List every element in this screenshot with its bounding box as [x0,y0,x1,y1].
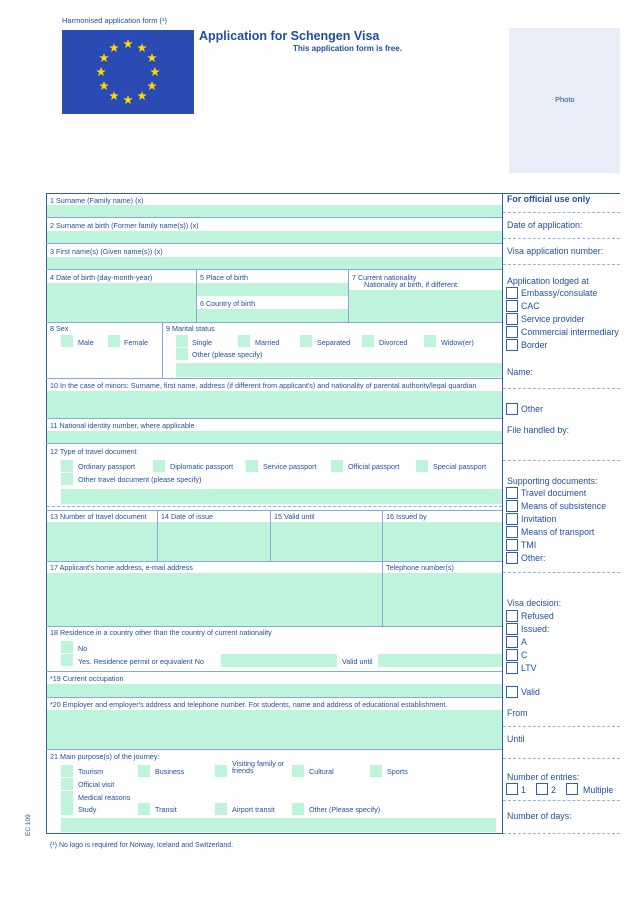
decision-refused-checkbox[interactable] [506,610,518,622]
issued-by-label: 16 Issued by [386,512,427,521]
decision-ltv-label: LTV [521,663,537,673]
doc-official-label: Official passport [348,462,400,471]
purpose-tourism-checkbox[interactable] [61,765,73,777]
purpose-visiting-label: Visiting family or [232,759,285,768]
decision-valid-checkbox[interactable] [506,686,518,698]
support-other-label: Other: [521,553,546,563]
country-birth-label: 6 Country of birth [200,299,256,308]
lodged-commercial-label: Commercial intermediary [521,327,619,337]
lodged-border-label: Border [521,340,548,350]
marital-other-checkbox[interactable] [176,348,188,360]
marital-other-label: Other (please specify) [192,350,263,359]
national-id-label: 11 National identity number, where applicable [50,421,195,430]
dashed-sep [503,833,620,834]
decision-c-checkbox[interactable] [506,649,518,661]
lodged-label: Application lodged at [507,276,589,286]
national-id-field[interactable] [47,431,502,443]
row-sep [46,561,502,562]
marital-separated-checkbox[interactable] [300,335,312,347]
dashed-sep [503,264,620,265]
purpose-study-label: Study [78,805,97,814]
home-address-label: 17 Applicant's home address, e-mail address [50,563,193,572]
row-sep [46,217,502,218]
marital-single-label: Single [192,338,212,347]
purpose-airport-label: Airport transit [232,805,275,814]
entries-1-checkbox[interactable] [506,783,518,795]
travel-doc-label: 12 Type of travel document [50,447,137,456]
residence-valid-field[interactable] [378,654,502,667]
doc-number-field[interactable] [47,522,157,561]
form-code: EC 109 [25,814,32,836]
place-birth-label: 5 Place of birth [200,273,248,282]
purpose-sports-checkbox[interactable] [370,765,382,777]
occupation-field[interactable] [47,684,502,697]
row-sep [46,510,502,511]
dob-label: 4 Date of birth (day-month-year) [50,273,153,282]
official-date-label: Date of application: [507,220,583,230]
marital-single-checkbox[interactable] [176,335,188,347]
residence-yes-label: Yes. Residence permit or equivalent No [78,657,204,666]
purpose-cultural-checkbox[interactable] [292,765,304,777]
purpose-business-label: Business [155,767,185,776]
decision-refused-label: Refused [521,611,554,621]
doc-service-checkbox[interactable] [246,460,258,472]
telephone-field[interactable] [383,573,502,626]
decision-issued-label: Issued: [521,624,550,634]
official-number-label: Visa application number: [507,246,604,256]
doc-other-checkbox[interactable] [61,473,73,485]
sex-male-checkbox[interactable] [61,335,73,347]
support-travel-label: Travel document [521,488,587,498]
dashed-sep [503,460,620,461]
occupation-label: *19 Current occupation [50,674,124,683]
decision-ltv-checkbox[interactable] [506,662,518,674]
marital-married-label: Married [255,338,280,347]
entries-multiple-checkbox[interactable] [566,783,578,795]
lodged-embassy-checkbox[interactable] [506,287,518,299]
doc-number-label: 13 Number of travel document [50,512,147,521]
marital-married-checkbox[interactable] [238,335,250,347]
doc-diplomatic-label: Diplomatic passport [170,462,234,471]
purpose-airport-checkbox[interactable] [215,803,227,815]
date-issue-label: 14 Date of issue [161,512,213,521]
residence-label: 18 Residence in a country other than the country of current nationality [50,628,272,637]
lodged-commercial-checkbox[interactable] [506,326,518,338]
lodged-service-label: Service provider [521,314,585,324]
sex-male-label: Male [78,338,94,347]
eu-stars-icon [62,30,194,114]
eu-flag [62,30,194,114]
marital-separated-label: Separated [317,338,351,347]
doc-special-checkbox[interactable] [416,460,428,472]
marital-divorced-label: Divorced [379,338,408,347]
residence-no-checkbox[interactable] [61,641,73,653]
support-tmi-checkbox[interactable] [506,539,518,551]
surname-birth-field[interactable] [47,231,502,243]
lodged-cac-checkbox[interactable] [506,300,518,312]
support-tmi-label: TMI [521,540,537,550]
dashed-sep [503,388,620,389]
surname-field[interactable] [47,205,502,217]
days-label: Number of days: [507,811,572,821]
residence-no-label: No [78,644,88,653]
support-invitation-checkbox[interactable] [506,513,518,525]
purpose-visiting-label-2: friends [232,766,254,775]
lodged-service-checkbox[interactable] [506,313,518,325]
row-sep [46,626,502,627]
marital-divorced-checkbox[interactable] [362,335,374,347]
official-title: For official use only [507,194,591,204]
minors-label: 10 In the case of minors: Surname, first name, address (if different from applicant's) and nationality of parental authority/legal guardian [50,382,477,390]
entries-multiple-label: Multiple [583,785,614,795]
decision-c-label: C [521,650,528,660]
surname-label: 1 Surname (Family name) (x) [50,196,144,205]
purpose-cultural-label: Cultural [309,767,334,776]
sex-label: 8 Sex [50,324,69,333]
official-divider [502,193,503,834]
purpose-transit-checkbox[interactable] [138,803,150,815]
lodged-other-label: Other [521,404,544,414]
form-subtitle: This application form is free. [293,44,402,53]
col-sep [162,322,163,378]
purpose-business-checkbox[interactable] [138,765,150,777]
dob-field[interactable] [47,283,196,322]
valid-until-official-label: Until [507,734,525,744]
support-transport-checkbox[interactable] [506,526,518,538]
residence-yes-checkbox[interactable] [61,654,73,666]
dashed-sep [503,238,620,239]
row-sep [46,322,502,323]
decision-valid-label: Valid [521,687,540,697]
dashed-sep [503,758,620,759]
purpose-other-label: Other (Please specify) [309,805,381,814]
marital-other-field[interactable] [176,363,502,377]
doc-diplomatic-checkbox[interactable] [153,460,165,472]
form-label: Harmonised application form (¹) [62,16,168,25]
nationality-field[interactable] [349,290,502,322]
official-name-label: Name: [507,367,533,377]
decision-label: Visa decision: [507,598,562,608]
footnote: (¹) No logo is required for Norway, Iceland and Switzerland. [50,842,234,849]
entries-2-label: 2 [551,785,556,795]
support-invitation-label: Invitation [521,514,557,524]
row-sep [46,749,502,750]
nationality-label: 7 Current nationality [352,273,417,282]
minors-field[interactable] [47,391,502,418]
support-travel-checkbox[interactable] [506,487,518,499]
marital-widow-label: Widow(er) [441,338,474,347]
lodged-border-checkbox[interactable] [506,339,518,351]
purpose-tourism-label: Tourism [78,767,104,776]
dashed-sep [47,506,502,507]
purpose-official-checkbox[interactable] [61,778,73,790]
doc-service-label: Service passport [263,462,317,471]
doc-other-label: Other travel document (please specify) [78,475,202,484]
surname-birth-label: 2 Surname at birth (Former family name(s)) (x) [50,221,199,230]
dashed-sep [503,572,620,573]
row-sep [46,418,502,419]
doc-ordinary-checkbox[interactable] [61,460,73,472]
purpose-other-field[interactable] [61,818,496,832]
doc-official-checkbox[interactable] [331,460,343,472]
purpose-sports-label: Sports [387,767,408,776]
lodged-other-checkbox[interactable] [506,403,518,415]
support-subsistence-checkbox[interactable] [506,500,518,512]
purpose-medical-checkbox[interactable] [61,791,73,803]
dashed-sep [503,726,620,727]
valid-until-field[interactable] [271,522,382,561]
row-sep [46,269,502,270]
residence-permit-field[interactable] [221,654,337,667]
marital-widow-checkbox[interactable] [424,335,436,347]
valid-until-label: 15 Valid until [274,512,315,521]
date-issue-field[interactable] [158,522,270,561]
telephone-label: Telephone number(s) [386,563,454,572]
dashed-sep [503,212,620,213]
row-sep [46,697,502,698]
support-other-checkbox[interactable] [506,552,518,564]
entries-1-label: 1 [521,785,526,795]
form-title: Application for Schengen Visa [199,29,380,43]
employer-label: *20 Employer and employer's address and telephone number. For students, name and address of educational establishment. [50,700,448,709]
purpose-visiting-checkbox[interactable] [215,765,227,777]
dashed-sep [503,800,620,801]
purpose-study-checkbox[interactable] [61,803,73,815]
decision-issued-checkbox[interactable] [506,623,518,635]
valid-from-label: From [507,708,528,718]
issued-by-field[interactable] [383,522,502,561]
lodged-cac-label: CAC [521,301,540,311]
handled-label: File handled by: [507,425,570,435]
purpose-medical-label: Medical reasons [78,793,131,802]
doc-ordinary-label: Ordinary passport [78,462,136,471]
bottom-rule [46,833,503,834]
purpose-transit-label: Transit [155,805,177,814]
decision-a-label: A [521,637,527,647]
row-sep [46,443,502,444]
support-subsistence-label: Means of subsistence [521,501,607,511]
marital-label: 9 Marital status [166,324,215,333]
row-sep [46,671,502,672]
first-name-field[interactable] [47,257,502,269]
lodged-embassy-label: Embassy/consulate [521,288,598,298]
country-birth-field[interactable] [197,309,348,322]
entries-2-checkbox[interactable] [536,783,548,795]
first-name-label: 3 First name(s) (Given name(s)) (x) [50,247,163,256]
residence-valid-label: Valid until [342,657,373,666]
entries-label: Number of entries: [507,772,580,782]
row-sep [46,378,502,379]
home-address-field[interactable] [47,573,382,626]
nationality-birth-label: Nationality at birth, if different: [364,280,459,289]
purpose-other-checkbox[interactable] [292,803,304,815]
purpose-label: 21 Main purpose(s) of the journey: [50,752,160,761]
support-transport-label: Means of transport [521,527,595,537]
photo-label: Photo [555,95,575,104]
sex-female-checkbox[interactable] [108,335,120,347]
purpose-official-label: Official visit [78,780,115,789]
employer-field[interactable] [47,710,502,749]
row-sep [46,243,502,244]
doc-other-field[interactable] [61,489,502,504]
sex-female-label: Female [124,338,148,347]
decision-a-checkbox[interactable] [506,636,518,648]
supporting-label: Supporting documents: [507,476,598,486]
doc-special-label: Special passport [433,462,487,471]
place-birth-field[interactable] [197,283,348,296]
